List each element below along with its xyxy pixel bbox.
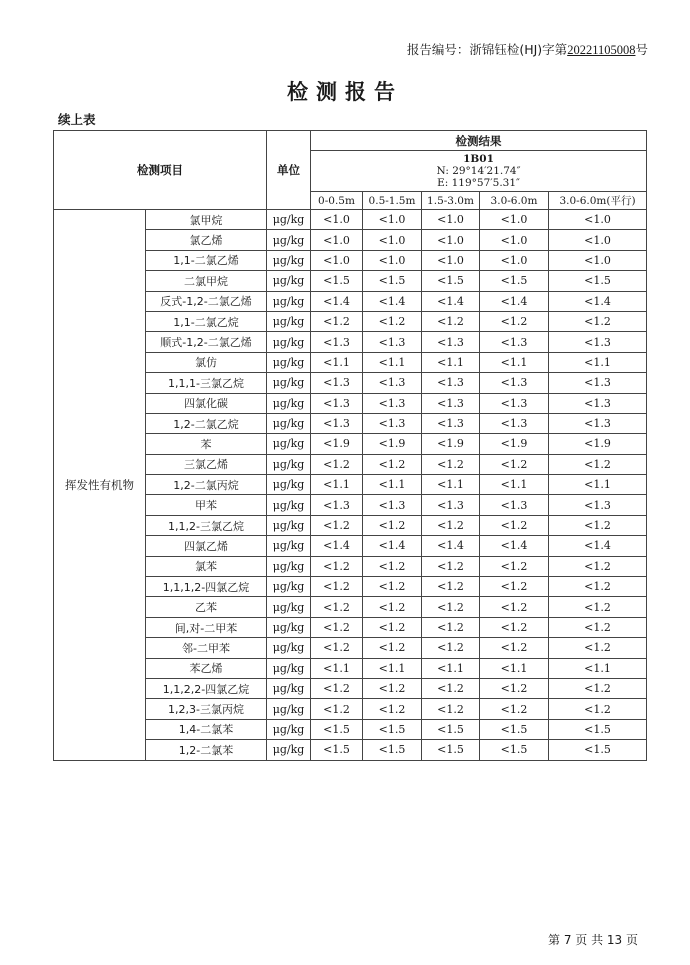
- result-value: <1.1: [549, 352, 647, 372]
- result-value: <1.2: [311, 454, 363, 474]
- result-value: <1.2: [549, 597, 647, 617]
- result-value: <1.0: [311, 210, 363, 230]
- table-row: [54, 210, 647, 230]
- result-value: <1.3: [422, 373, 480, 393]
- result-value: <1.4: [363, 291, 422, 311]
- result-value: <1.2: [311, 617, 363, 637]
- result-value: <1.1: [311, 352, 363, 372]
- result-value: <1.2: [363, 556, 422, 576]
- result-value: <1.2: [311, 699, 363, 719]
- result-value: <1.3: [311, 373, 363, 393]
- unit-cell: μg/kg: [267, 271, 311, 291]
- unit-cell: μg/kg: [267, 597, 311, 617]
- unit-cell: μg/kg: [267, 536, 311, 556]
- depth-header: 0.5-1.5m: [363, 192, 422, 210]
- analyte-name: 乙苯: [146, 597, 267, 617]
- result-value: <1.2: [422, 699, 480, 719]
- analyte-name: 1,2-二氯苯: [146, 740, 267, 760]
- unit-cell: μg/kg: [267, 413, 311, 433]
- analyte-name: 1,2-二氯丙烷: [146, 475, 267, 495]
- result-value: <1.2: [363, 638, 422, 658]
- analyte-name: 苯乙烯: [146, 658, 267, 678]
- analyte-name: 1,4-二氯苯: [146, 719, 267, 739]
- result-value: <1.2: [480, 515, 549, 535]
- result-value: <1.5: [549, 740, 647, 760]
- result-value: <1.4: [311, 536, 363, 556]
- analyte-name: 间,对-二甲苯: [146, 617, 267, 637]
- unit-cell: μg/kg: [267, 291, 311, 311]
- result-value: <1.4: [480, 291, 549, 311]
- result-value: <1.2: [480, 699, 549, 719]
- unit-cell: μg/kg: [267, 373, 311, 393]
- analyte-name: 氯苯: [146, 556, 267, 576]
- report-number-value: 20221105008: [567, 43, 636, 57]
- result-value: <1.2: [422, 515, 480, 535]
- unit-cell: μg/kg: [267, 740, 311, 760]
- analyte-name: 1,1,2-三氯乙烷: [146, 515, 267, 535]
- result-value: <1.2: [549, 515, 647, 535]
- result-value: <1.5: [422, 271, 480, 291]
- result-value: <1.4: [549, 291, 647, 311]
- result-value: <1.2: [363, 577, 422, 597]
- depth-header: 1.5-3.0m: [422, 192, 480, 210]
- analyte-name: 氯甲烷: [146, 210, 267, 230]
- unit-cell: μg/kg: [267, 719, 311, 739]
- result-value: <1.1: [363, 658, 422, 678]
- unit-cell: μg/kg: [267, 250, 311, 270]
- result-value: <1.2: [311, 638, 363, 658]
- result-value: <1.1: [363, 352, 422, 372]
- unit-cell: μg/kg: [267, 495, 311, 515]
- result-value: <1.1: [480, 658, 549, 678]
- result-value: <1.0: [549, 250, 647, 270]
- report-number-suffix: 号: [635, 42, 648, 57]
- unit-cell: μg/kg: [267, 515, 311, 535]
- result-value: <1.0: [549, 210, 647, 230]
- result-value: <1.2: [549, 577, 647, 597]
- result-value: <1.0: [480, 250, 549, 270]
- result-value: <1.1: [549, 658, 647, 678]
- unit-cell: μg/kg: [267, 454, 311, 474]
- result-value: <1.3: [549, 413, 647, 433]
- result-value: <1.2: [311, 311, 363, 331]
- result-value: <1.5: [363, 740, 422, 760]
- result-value: <1.3: [363, 413, 422, 433]
- unit-cell: μg/kg: [267, 617, 311, 637]
- result-value: <1.2: [480, 577, 549, 597]
- result-value: <1.2: [422, 617, 480, 637]
- unit-cell: μg/kg: [267, 577, 311, 597]
- result-value: <1.2: [363, 678, 422, 698]
- result-value: <1.3: [422, 332, 480, 352]
- analyte-name: 二氯甲烷: [146, 271, 267, 291]
- analyte-name: 1,1,1,2-四氯乙烷: [146, 577, 267, 597]
- result-value: <1.3: [422, 413, 480, 433]
- result-value: <1.2: [363, 515, 422, 535]
- result-value: <1.5: [480, 271, 549, 291]
- result-value: <1.0: [363, 230, 422, 250]
- result-value: <1.2: [363, 597, 422, 617]
- result-value: <1.2: [422, 678, 480, 698]
- result-value: <1.9: [549, 434, 647, 454]
- site-code: 1B01: [463, 153, 494, 165]
- unit-cell: μg/kg: [267, 434, 311, 454]
- result-value: <1.2: [422, 597, 480, 617]
- result-value: <1.1: [422, 475, 480, 495]
- result-value: <1.1: [480, 352, 549, 372]
- sampling-site: [311, 151, 647, 192]
- result-value: <1.1: [549, 475, 647, 495]
- result-value: <1.3: [311, 413, 363, 433]
- site-longitude: E: 119°57′5.31″: [437, 177, 520, 189]
- result-value: <1.0: [480, 230, 549, 250]
- result-value: <1.1: [311, 658, 363, 678]
- result-value: <1.2: [549, 556, 647, 576]
- result-value: <1.5: [311, 271, 363, 291]
- unit-cell: μg/kg: [267, 332, 311, 352]
- result-value: <1.9: [422, 434, 480, 454]
- analyte-name: 四氯乙烯: [146, 536, 267, 556]
- header-test-item: 检测项目: [54, 131, 267, 210]
- result-value: <1.3: [363, 393, 422, 413]
- analyte-name: 1,1,2,2-四氯乙烷: [146, 678, 267, 698]
- analyte-name: 反式-1,2-二氯乙烯: [146, 291, 267, 311]
- result-value: <1.5: [422, 740, 480, 760]
- result-value: <1.3: [549, 495, 647, 515]
- result-value: <1.1: [363, 475, 422, 495]
- result-value: <1.3: [549, 373, 647, 393]
- result-value: <1.2: [480, 311, 549, 331]
- unit-cell: μg/kg: [267, 658, 311, 678]
- analyte-name: 1,2,3-三氯丙烷: [146, 699, 267, 719]
- unit-cell: μg/kg: [267, 230, 311, 250]
- result-value: <1.0: [422, 210, 480, 230]
- result-value: <1.0: [363, 210, 422, 230]
- analyte-name: 1,1,1-三氯乙烷: [146, 373, 267, 393]
- result-value: <1.2: [480, 556, 549, 576]
- page-number: 第 7 页 共 13 页: [548, 933, 638, 947]
- report-number-label: 报告编号：浙锦钰检(HJ)字第: [406, 42, 568, 57]
- result-value: <1.5: [422, 719, 480, 739]
- depth-header: 3.0-6.0m: [480, 192, 549, 210]
- result-value: <1.3: [480, 413, 549, 433]
- unit-cell: μg/kg: [267, 638, 311, 658]
- unit-cell: μg/kg: [267, 311, 311, 331]
- result-value: <1.2: [311, 556, 363, 576]
- result-value: <1.2: [480, 454, 549, 474]
- analyte-name: 1,1-二氯乙烷: [146, 311, 267, 331]
- result-value: <1.2: [363, 617, 422, 637]
- analyte-name: 1,1-二氯乙烯: [146, 250, 267, 270]
- result-value: <1.2: [549, 678, 647, 698]
- result-value: <1.5: [549, 271, 647, 291]
- result-value: <1.0: [422, 250, 480, 270]
- result-value: <1.2: [480, 638, 549, 658]
- unit-cell: μg/kg: [267, 678, 311, 698]
- results-table: [53, 130, 647, 761]
- result-value: <1.4: [311, 291, 363, 311]
- result-value: <1.2: [311, 515, 363, 535]
- result-value: <1.3: [363, 373, 422, 393]
- result-value: <1.2: [422, 638, 480, 658]
- result-value: <1.3: [480, 373, 549, 393]
- unit-cell: μg/kg: [267, 699, 311, 719]
- result-value: <1.1: [311, 475, 363, 495]
- result-value: <1.2: [311, 678, 363, 698]
- result-value: <1.9: [311, 434, 363, 454]
- result-value: <1.1: [480, 475, 549, 495]
- result-value: <1.1: [422, 658, 480, 678]
- depth-header: 0-0.5m: [311, 192, 363, 210]
- result-value: <1.3: [549, 393, 647, 413]
- result-value: <1.5: [549, 719, 647, 739]
- result-value: <1.5: [480, 719, 549, 739]
- result-value: <1.2: [422, 556, 480, 576]
- result-value: <1.3: [480, 495, 549, 515]
- result-value: <1.3: [363, 332, 422, 352]
- result-value: <1.2: [549, 454, 647, 474]
- result-value: <1.2: [422, 311, 480, 331]
- result-value: <1.0: [422, 230, 480, 250]
- analyte-name: 氯乙烯: [146, 230, 267, 250]
- result-value: <1.2: [422, 454, 480, 474]
- result-value: <1.2: [363, 699, 422, 719]
- continued-label: 续上表: [58, 112, 96, 127]
- header-unit: 单位: [267, 131, 311, 210]
- result-value: <1.4: [363, 536, 422, 556]
- header-results: 检测结果: [311, 131, 647, 151]
- result-value: <1.5: [311, 719, 363, 739]
- analyte-name: 苯: [146, 434, 267, 454]
- result-value: <1.2: [363, 311, 422, 331]
- result-value: <1.2: [549, 617, 647, 637]
- result-value: <1.2: [363, 454, 422, 474]
- result-value: <1.2: [549, 699, 647, 719]
- result-value: <1.3: [311, 495, 363, 515]
- result-value: <1.3: [422, 393, 480, 413]
- result-value: <1.9: [480, 434, 549, 454]
- result-value: <1.3: [311, 393, 363, 413]
- analyte-name: 顺式-1,2-二氯乙烯: [146, 332, 267, 352]
- analyte-name: 氯仿: [146, 352, 267, 372]
- unit-cell: μg/kg: [267, 556, 311, 576]
- result-value: <1.9: [363, 434, 422, 454]
- result-value: <1.0: [311, 230, 363, 250]
- result-value: <1.2: [549, 311, 647, 331]
- category-cell: 挥发性有机物: [54, 210, 146, 761]
- result-value: <1.3: [422, 495, 480, 515]
- depth-header: 3.0-6.0m(平行): [549, 192, 647, 210]
- result-value: <1.3: [480, 332, 549, 352]
- result-value: <1.3: [480, 393, 549, 413]
- site-latitude: N: 29°14′21.74″: [436, 165, 521, 177]
- result-value: <1.2: [480, 678, 549, 698]
- unit-cell: μg/kg: [267, 352, 311, 372]
- analyte-name: 邻-二甲苯: [146, 638, 267, 658]
- report-number: [407, 40, 648, 58]
- result-value: <1.4: [480, 536, 549, 556]
- result-value: <1.3: [363, 495, 422, 515]
- result-value: <1.5: [311, 740, 363, 760]
- result-value: <1.0: [311, 250, 363, 270]
- analyte-name: 四氯化碳: [146, 393, 267, 413]
- result-value: <1.3: [311, 332, 363, 352]
- result-value: <1.4: [422, 536, 480, 556]
- result-value: <1.2: [480, 617, 549, 637]
- result-value: <1.2: [311, 577, 363, 597]
- result-value: <1.1: [422, 352, 480, 372]
- analyte-name: 三氯乙烯: [146, 454, 267, 474]
- page-title: 检测报告: [287, 80, 403, 104]
- result-value: <1.3: [549, 332, 647, 352]
- result-value: <1.4: [422, 291, 480, 311]
- unit-cell: μg/kg: [267, 393, 311, 413]
- result-value: <1.2: [549, 638, 647, 658]
- unit-cell: μg/kg: [267, 210, 311, 230]
- result-value: <1.2: [422, 577, 480, 597]
- analyte-name: 甲苯: [146, 495, 267, 515]
- result-value: <1.5: [363, 719, 422, 739]
- analyte-name: 1,2-二氯乙烷: [146, 413, 267, 433]
- result-value: <1.5: [480, 740, 549, 760]
- result-value: <1.4: [549, 536, 647, 556]
- result-value: <1.0: [549, 230, 647, 250]
- result-value: <1.2: [311, 597, 363, 617]
- result-value: <1.5: [363, 271, 422, 291]
- result-value: <1.0: [480, 210, 549, 230]
- result-value: <1.2: [480, 597, 549, 617]
- result-value: <1.0: [363, 250, 422, 270]
- unit-cell: μg/kg: [267, 475, 311, 495]
